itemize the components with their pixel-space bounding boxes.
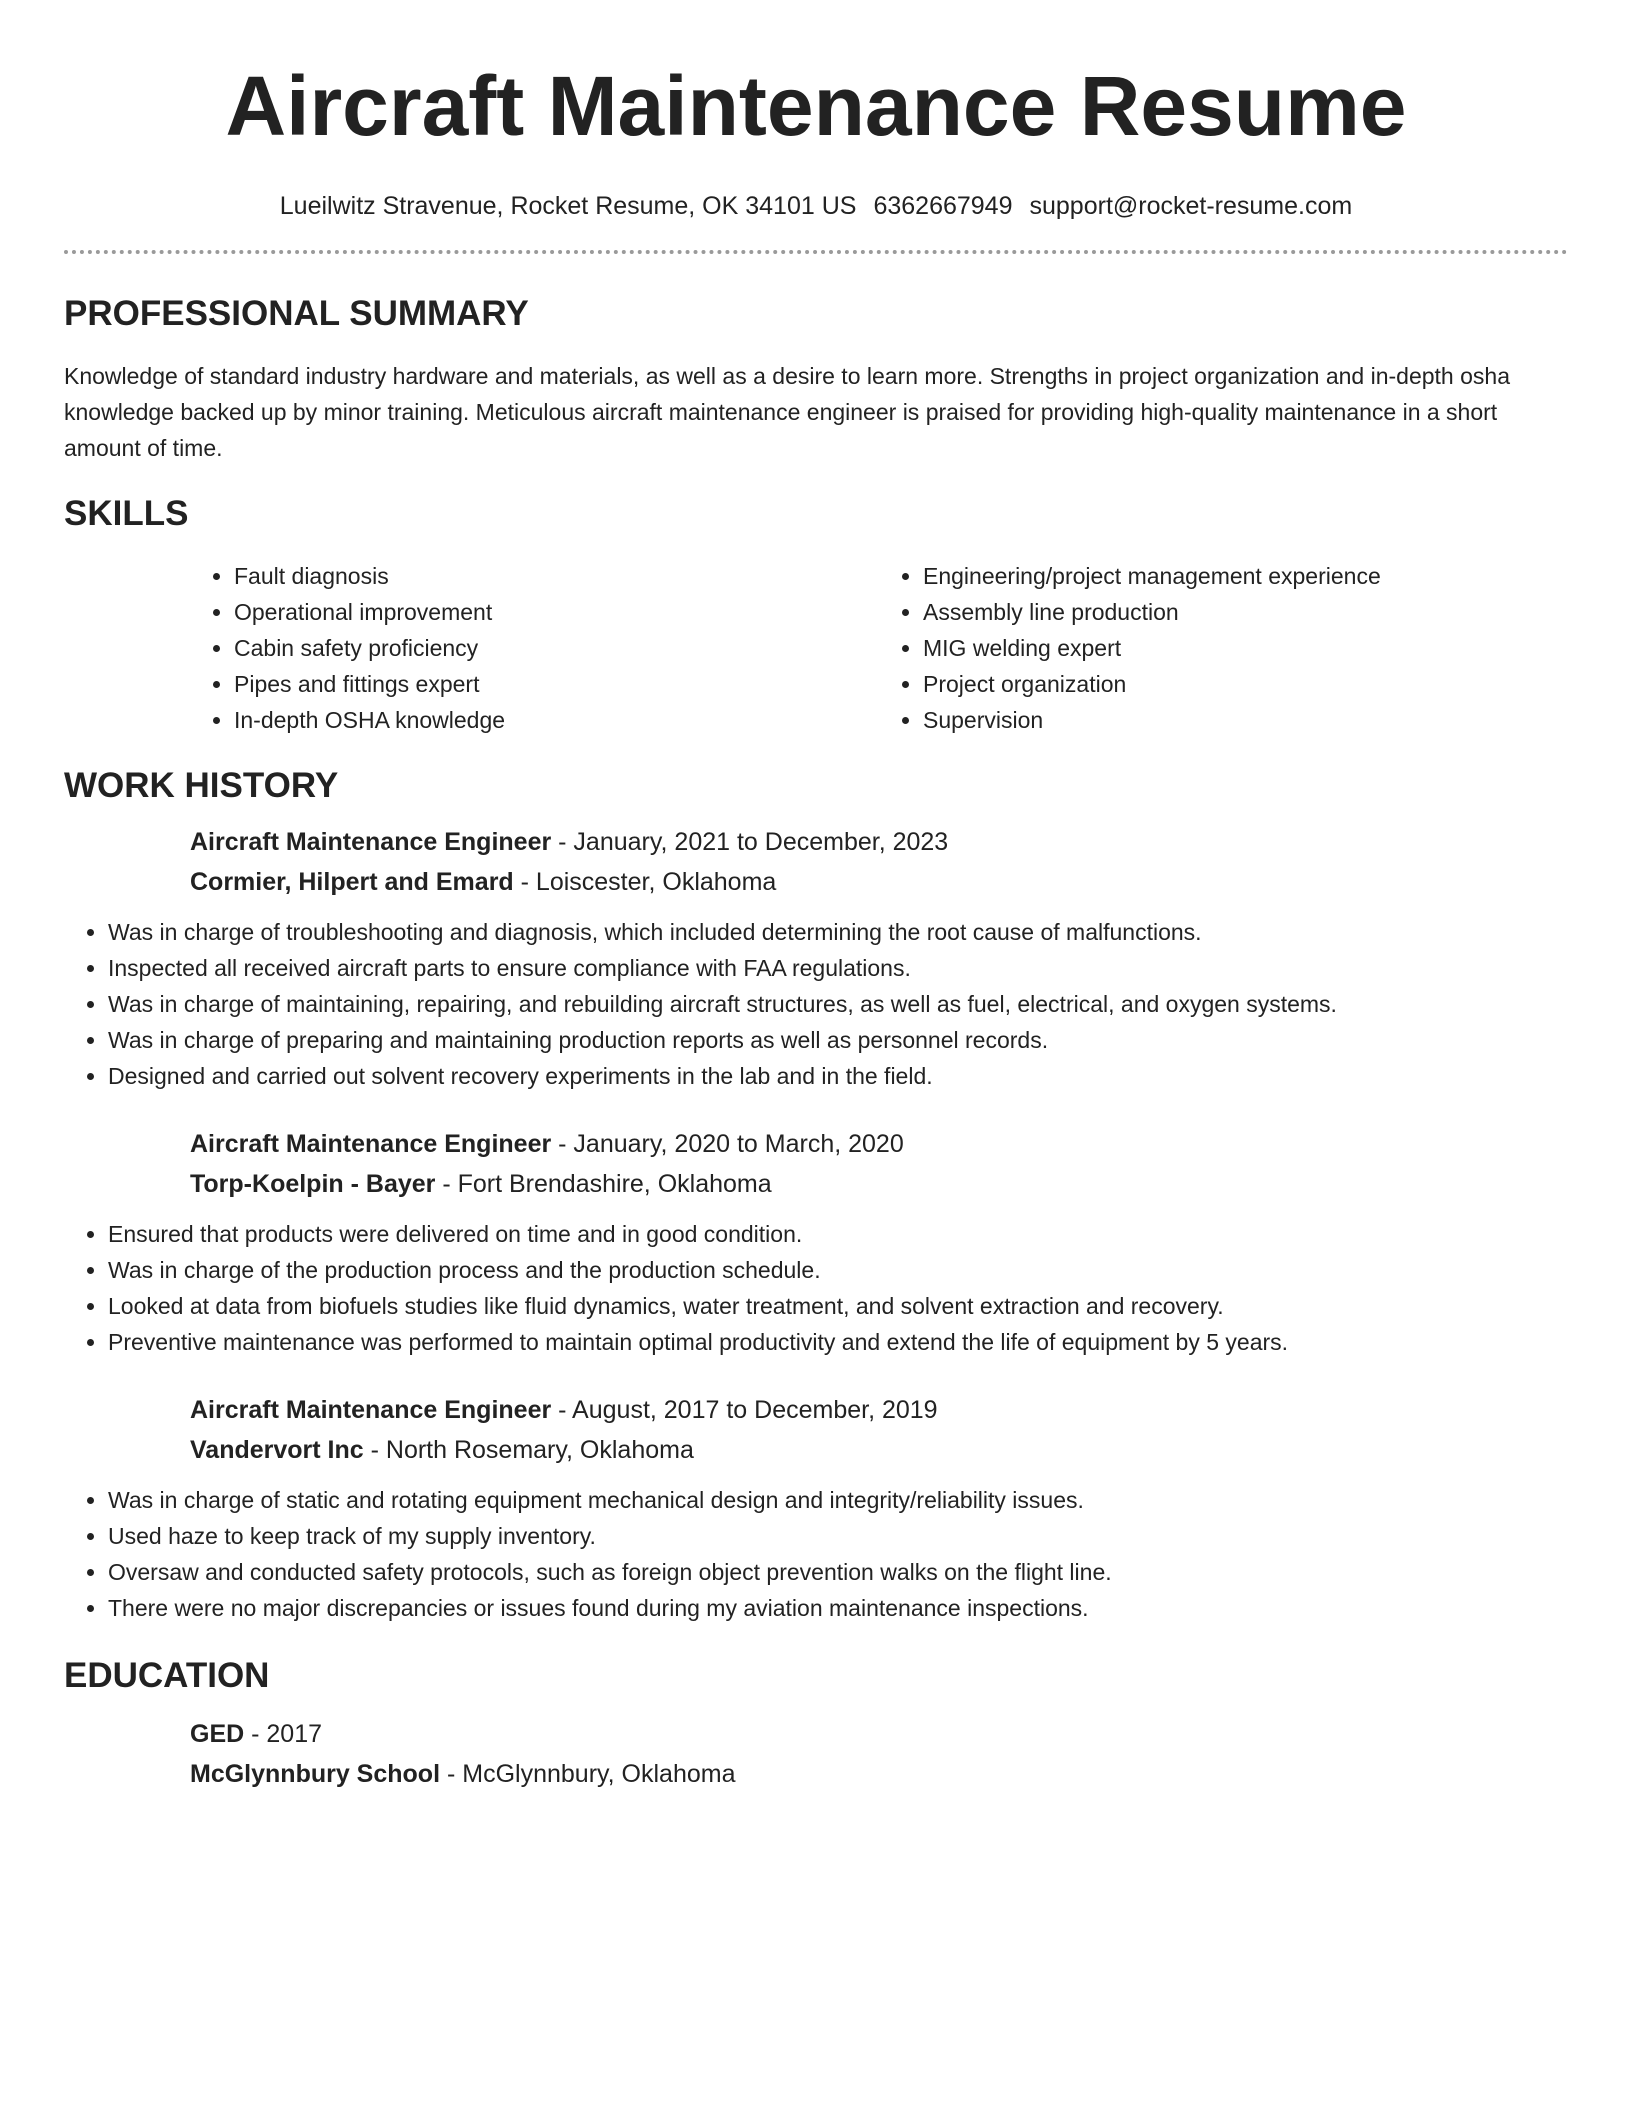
job-location: - Fort Brendashire, Oklahoma (435, 1170, 772, 1198)
education-heading: EDUCATION (64, 1656, 270, 1695)
summary-text: Knowledge of standard industry hardware and materials, as well as a desire to learn more. Strengths in project organization and in-depth osha knowledge backed up by minor training. Meticulous aircraft maintenance engineer is praised for providing high-quality maintenance in a short amount of time. (64, 363, 1510, 461)
duty-item: • Looked at data from biofuels studies like fluid dynamics, water treatment, and solvent extraction and recovery. (108, 1288, 1568, 1324)
education-degree-line (190, 1714, 1568, 1754)
duty-item: • Inspected all received aircraft parts to ensure compliance with FAA regulations. (108, 950, 1568, 986)
job-title-line (190, 1124, 1568, 1164)
job-entry (190, 822, 1568, 902)
skill-item: • Assembly line production (923, 594, 1568, 630)
skill-item: • MIG welding expert (923, 630, 1568, 666)
skill-item: • Supervision (923, 702, 1568, 738)
job-entry (190, 1124, 1568, 1204)
job-entry (190, 1390, 1568, 1470)
job-duties (64, 1216, 1568, 1360)
skills-list (190, 558, 1568, 738)
resume-title: Aircraft Maintenance Resume (225, 59, 1407, 153)
education-year: - 2017 (244, 1720, 323, 1748)
education-school-line (190, 1754, 1568, 1794)
education-school: McGlynnbury School (190, 1760, 441, 1788)
skill-item: • Engineering/project management experience (923, 558, 1568, 594)
job-title: Aircraft Maintenance Engineer (190, 828, 552, 856)
job-duties (64, 1482, 1568, 1626)
job-dates: - August, 2017 to December, 2019 (551, 1396, 938, 1424)
job-location: - Loiscester, Oklahoma (513, 868, 777, 896)
summary-heading: PROFESSIONAL SUMMARY (64, 294, 529, 333)
duty-item: • Preventive maintenance was performed to maintain optimal productivity and extend the life of equipment by 5 years. (108, 1324, 1568, 1360)
skill-item: • Pipes and fittings expert (234, 666, 879, 702)
education-entry (190, 1714, 1568, 1794)
duty-item: • Ensured that products were delivered on time and in good condition. (108, 1216, 1568, 1252)
header-divider (64, 250, 1568, 254)
job-title-line (190, 1390, 1568, 1430)
duty-item: • Was in charge of static and rotating equipment mechanical design and integrity/reliability issues. (108, 1482, 1568, 1518)
duty-item: • Was in charge of maintaining, repairing, and rebuilding aircraft structures, as well as fuel, electrical, and oxygen systems. (108, 986, 1568, 1022)
job-title: Aircraft Maintenance Engineer (190, 1130, 552, 1158)
education-degree: GED (190, 1720, 245, 1748)
job-location: - North Rosemary, Oklahoma (363, 1436, 694, 1464)
skill-item: • Project organization (923, 666, 1568, 702)
contact-phone: 6362667949 (873, 192, 1013, 220)
duty-item: • Was in charge of troubleshooting and diagnosis, which included determining the root cause of malfunctions. (108, 914, 1568, 950)
duty-item: • Was in charge of the production process and the production schedule. (108, 1252, 1568, 1288)
job-company-line (190, 1164, 1568, 1204)
contact-address: Lueilwitz Stravenue, Rocket Resume, OK 34101 US (279, 192, 857, 220)
job-company: Torp-Koelpin - Bayer (190, 1170, 436, 1198)
job-company: Vandervort Inc (190, 1436, 364, 1464)
duty-item: • Oversaw and conducted safety protocols, such as foreign object prevention walks on the flight line. (108, 1554, 1568, 1590)
duty-item: • Was in charge of preparing and maintaining production reports as well as personnel records. (108, 1022, 1568, 1058)
skill-item: • Operational improvement (234, 594, 879, 630)
job-company-line (190, 862, 1568, 902)
skills-column-left (190, 558, 879, 738)
duty-item: • Used haze to keep track of my supply inventory. (108, 1518, 1568, 1554)
job-title-line (190, 822, 1568, 862)
job-dates: - January, 2020 to March, 2020 (551, 1130, 904, 1158)
job-duties (64, 914, 1568, 1094)
contact-email: support@rocket-resume.com (1029, 192, 1353, 220)
skills-heading: SKILLS (64, 494, 189, 533)
skill-item: • Cabin safety proficiency (234, 630, 879, 666)
job-dates: - January, 2021 to December, 2023 (551, 828, 949, 856)
job-company: Cormier, Hilpert and Emard (190, 868, 514, 896)
education-location: - McGlynnbury, Oklahoma (440, 1760, 736, 1788)
job-title: Aircraft Maintenance Engineer (190, 1396, 552, 1424)
duty-item: • Designed and carried out solvent recovery experiments in the lab and in the field. (108, 1058, 1568, 1094)
job-company-line (190, 1430, 1568, 1470)
duty-item: • There were no major discrepancies or issues found during my aviation maintenance inspections. (108, 1590, 1568, 1626)
contact-line (64, 190, 1568, 222)
skill-item: • Fault diagnosis (234, 558, 879, 594)
work-history-heading: WORK HISTORY (64, 766, 339, 805)
skill-item: • In-depth OSHA knowledge (234, 702, 879, 738)
skills-column-right (879, 558, 1568, 738)
